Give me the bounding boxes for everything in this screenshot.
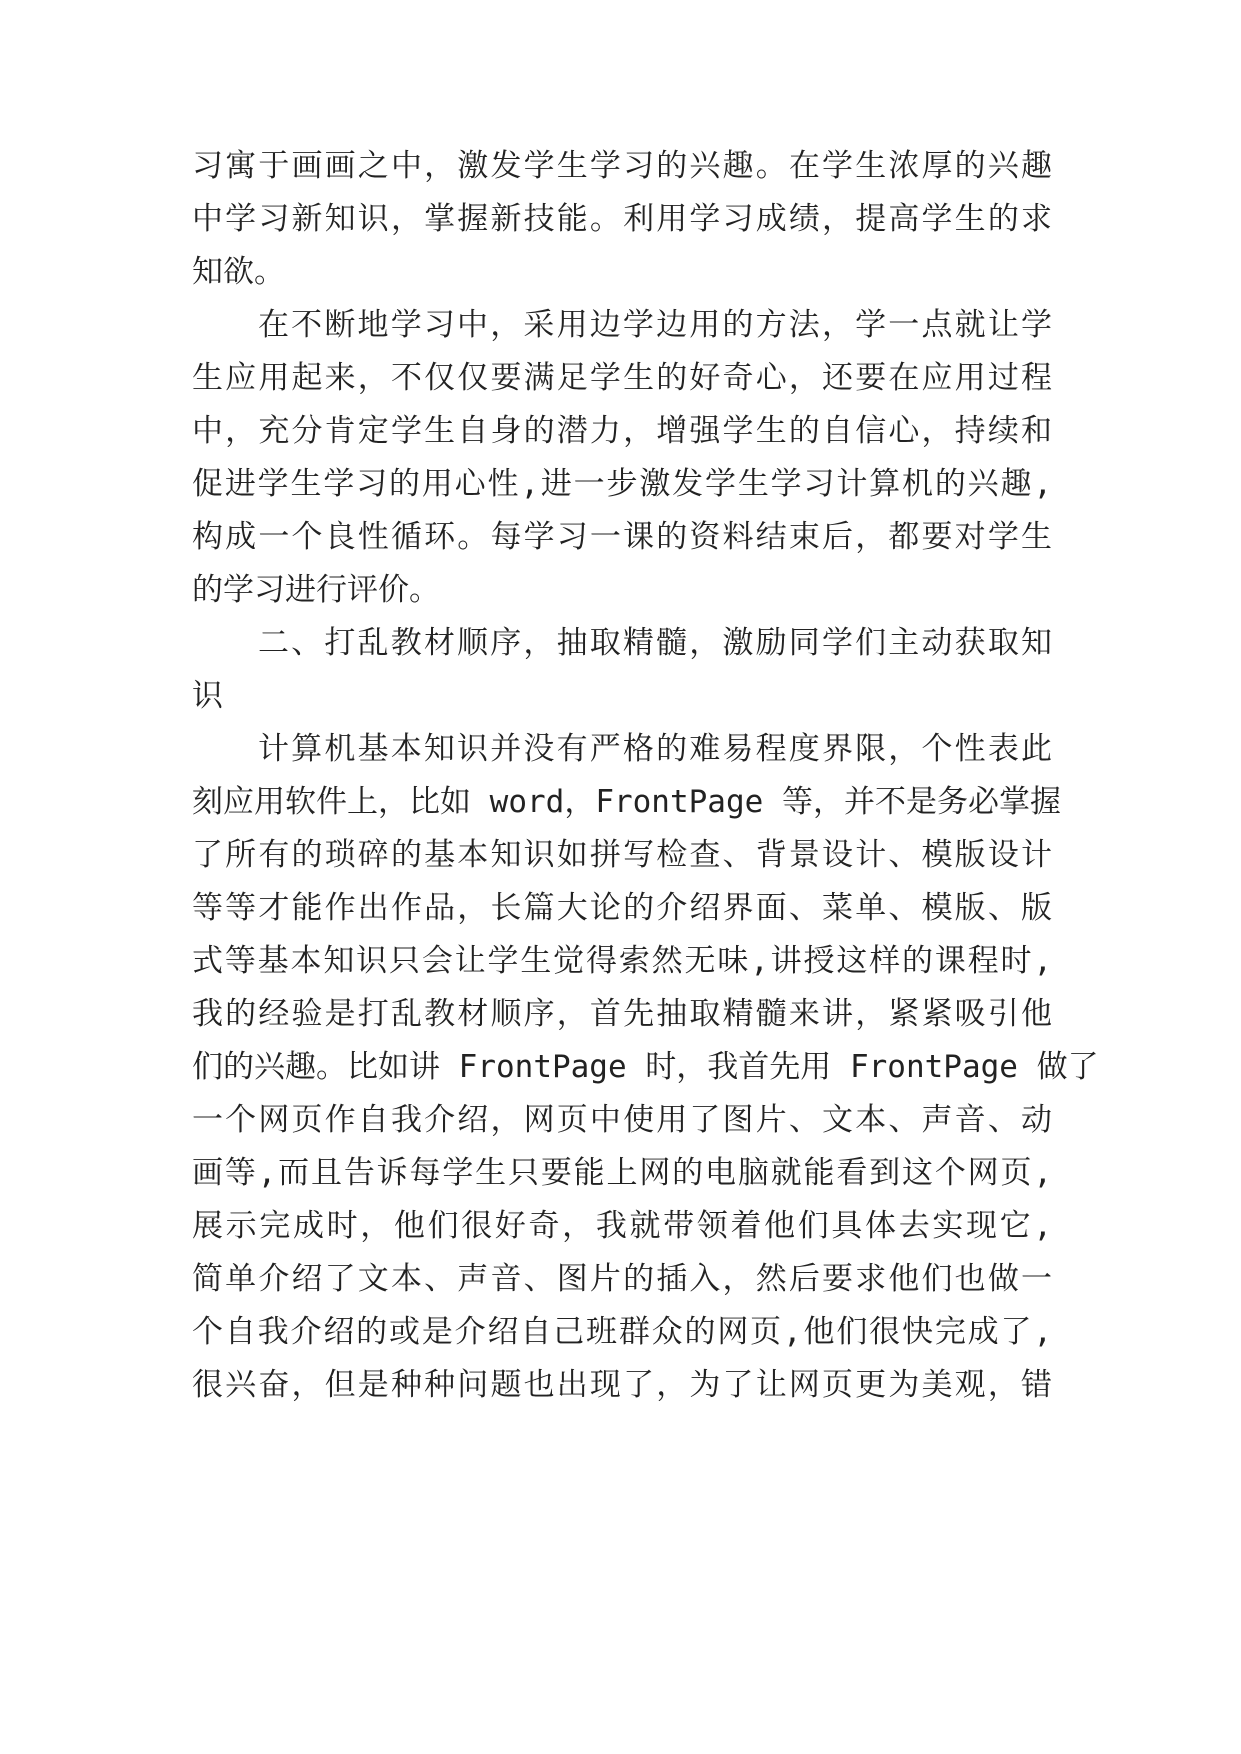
text-line: 画等,而且告诉每学生只要能上网的电脑就能看到这个网页, [192, 1155, 1052, 1191]
text-line: 构成一个良性循环。每学习一课的资料结束后，都要对学生 [192, 519, 1052, 555]
text-line: 展示完成时，他们很好奇，我就带领着他们具体去实现它, [192, 1208, 1052, 1244]
section-heading-cont: 识 [192, 678, 223, 714]
text-line: 式等基本知识只会让学生觉得索然无味,讲授这样的课程时, [192, 943, 1052, 979]
text-line: 了所有的琐碎的基本知识如拼写检查、背景设计、模版设计 [192, 837, 1052, 873]
text-line: 中，充分肯定学生自身的潜力，增强学生的自信心，持续和 [192, 413, 1052, 449]
section-heading: 二、打乱教材顺序，抽取精髓，激励同学们主动获取知 [258, 625, 1052, 661]
text-line: 简单介绍了文本、声音、图片的插入，然后要求他们也做一 [192, 1261, 1052, 1297]
text-line: 知欲。 [192, 254, 285, 290]
text-line: 等等才能作出作品，长篇大论的介绍界面、菜单、模版、版 [192, 890, 1052, 926]
text-line: 们的兴趣。比如讲 FrontPage 时，我首先用 FrontPage 做了 [192, 1049, 1099, 1085]
text-line: 个自我介绍的或是介绍自己班群众的网页,他们很快完成了, [192, 1314, 1052, 1350]
paragraph-first-line: 在不断地学习中，采用边学边用的方法，学一点就让学 [258, 307, 1052, 343]
text-line: 我的经验是打乱教材顺序，首先抽取精髓来讲，紧紧吸引他 [192, 996, 1052, 1032]
text-line: 的学习进行评价。 [192, 572, 440, 608]
text-line: 习寓于画画之中，激发学生学习的兴趣。在学生浓厚的兴趣 [192, 148, 1052, 184]
text-line: 中学习新知识，掌握新技能。利用学习成绩，提高学生的求 [192, 201, 1052, 237]
text-line: 促进学生学习的用心性,进一步激发学生学习计算机的兴趣, [192, 466, 1052, 502]
paragraph-first-line: 计算机基本知识并没有严格的难易程度界限，个性表此 [258, 731, 1052, 767]
text-line: 刻应用软件上，比如 word，FrontPage 等，并不是务必掌握 [192, 784, 1061, 820]
text-line: 很兴奋，但是种种问题也出现了，为了让网页更为美观，错 [192, 1367, 1052, 1403]
text-line: 一个网页作自我介绍，网页中使用了图片、文本、声音、动 [192, 1102, 1052, 1138]
text-line: 生应用起来，不仅仅要满足学生的好奇心，还要在应用过程 [192, 360, 1052, 396]
